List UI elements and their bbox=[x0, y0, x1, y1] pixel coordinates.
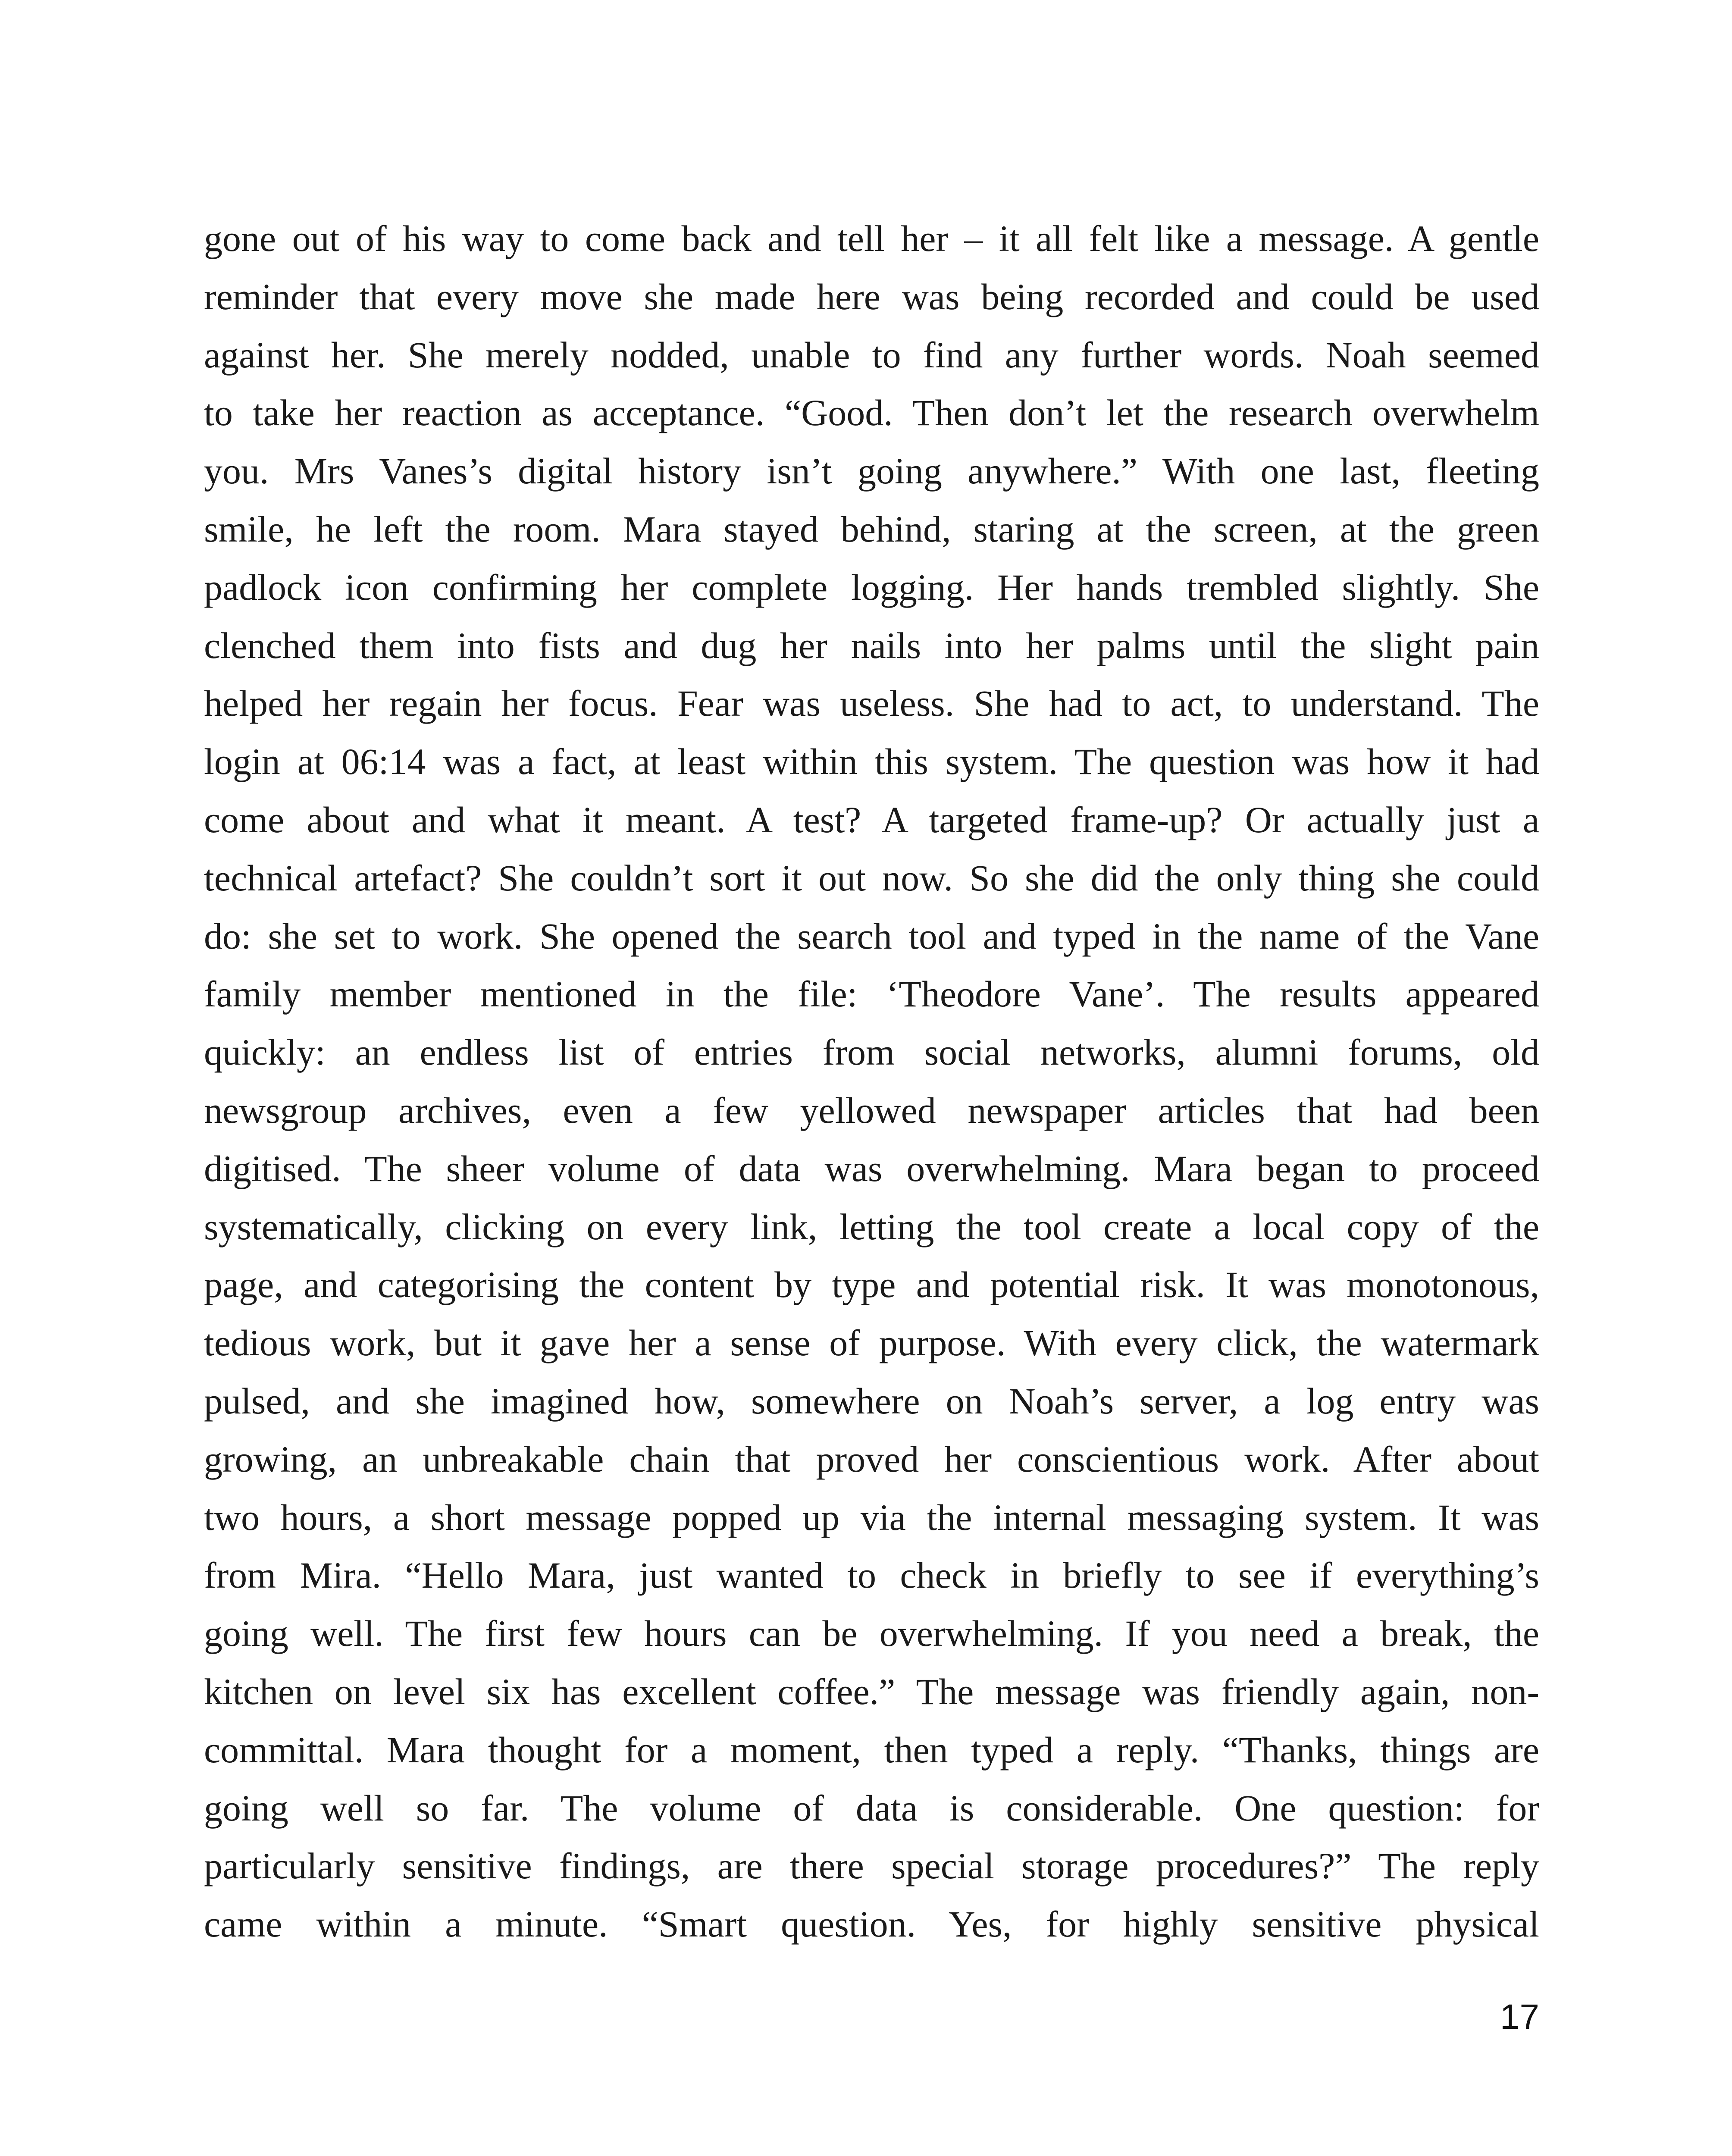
text-line: do: she set to work. She opened the search tool and typed in the name of the Vane bbox=[204, 915, 1539, 957]
text-line: going well. The first few hours can be overwhelming. If you need a break, the bbox=[204, 1613, 1539, 1655]
page-number: 17 bbox=[1500, 1997, 1539, 2037]
text-line: reminder that every move she made here was being recorded and could be used bbox=[204, 276, 1539, 317]
text-line: you. Mrs Vanes’s digital history isn’t going anywhere.” With one last, fleeting bbox=[204, 450, 1539, 492]
text-line: particularly sensitive findings, are there special storage procedures?” The reply bbox=[204, 1845, 1539, 1887]
text-line: gone out of his way to come back and tell her – it all felt like a message. A gentle bbox=[204, 218, 1539, 259]
text-line: smile, he left the room. Mara stayed behind, staring at the screen, at the green bbox=[204, 508, 1539, 550]
text-line: quickly: an endless list of entries from social networks, alumni forums, old bbox=[204, 1031, 1539, 1073]
text-line: come about and what it meant. A test? A targeted frame-up? Or actually just a bbox=[204, 799, 1539, 840]
text-line: page, and categorising the content by type and potential risk. It was monotonous, bbox=[204, 1264, 1539, 1306]
text-line: tedious work, but it gave her a sense of purpose. With every click, the watermark bbox=[204, 1322, 1539, 1364]
text-line: against her. She merely nodded, unable to find any further words. Noah seemed bbox=[204, 334, 1539, 376]
text-line: going well so far. The volume of data is considerable. One question: for bbox=[204, 1787, 1539, 1829]
text-line: growing, an unbreakable chain that proved her conscientious work. After about bbox=[204, 1438, 1539, 1480]
text-line: to take her reaction as acceptance. “Good. Then don’t let the research overwhelm bbox=[204, 392, 1539, 434]
body-text bbox=[204, 210, 1539, 1953]
text-line: committal. Mara thought for a moment, then typed a reply. “Thanks, things are bbox=[204, 1729, 1539, 1771]
text-line: login at 06:14 was a fact, at least within this system. The question was how it had bbox=[204, 741, 1539, 783]
text-line: from Mira. “Hello Mara, just wanted to check in briefly to see if everything’s bbox=[204, 1554, 1539, 1596]
text-line: family member mentioned in the file: ‘Theodore Vane’. The results appeared bbox=[204, 973, 1539, 1015]
text-line: clenched them into fists and dug her nails into her palms until the slight pain bbox=[204, 624, 1539, 666]
text-line: two hours, a short message popped up via the internal messaging system. It was bbox=[204, 1496, 1539, 1538]
text-line: systematically, clicking on every link, letting the tool create a local copy of the bbox=[204, 1206, 1539, 1247]
text-line: newsgroup archives, even a few yellowed newspaper articles that had been bbox=[204, 1089, 1539, 1131]
text-line: technical artefact? She couldn’t sort it out now. So she did the only thing she could bbox=[204, 857, 1539, 899]
text-line: pulsed, and she imagined how, somewhere on Noah’s server, a log entry was bbox=[204, 1380, 1539, 1422]
text-line: helped her regain her focus. Fear was useless. She had to act, to understand. The bbox=[204, 683, 1539, 724]
text-line: kitchen on level six has excellent coffee.” The message was friendly again, non- bbox=[204, 1670, 1539, 1712]
text-line: came within a minute. “Smart question. Yes, for highly sensitive physical bbox=[204, 1903, 1539, 1945]
text-line: padlock icon confirming her complete logging. Her hands trembled slightly. She bbox=[204, 566, 1539, 608]
text-line: digitised. The sheer volume of data was overwhelming. Mara began to proceed bbox=[204, 1147, 1539, 1189]
